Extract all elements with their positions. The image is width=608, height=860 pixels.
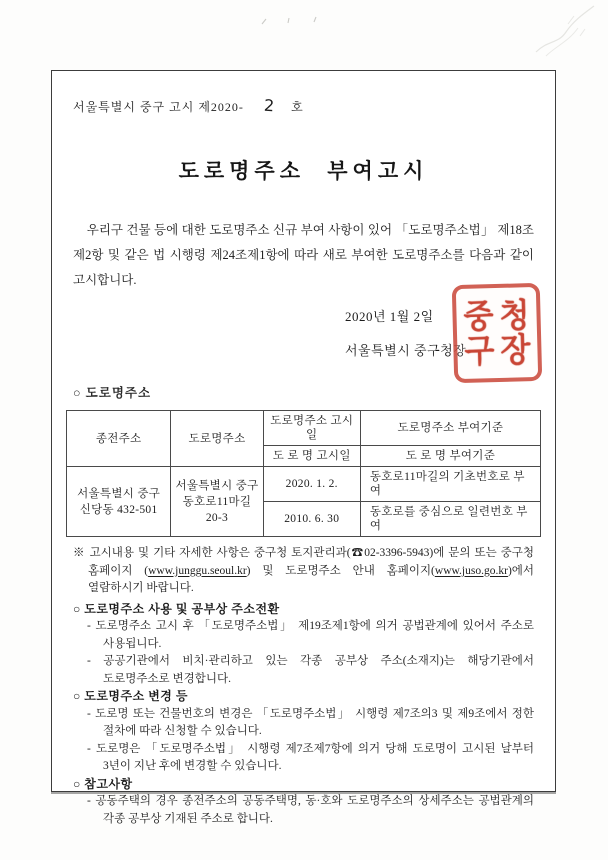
section-heading-reference: ○ 참고사항 xyxy=(73,776,133,791)
section-item: - 공동주택의 경우 종전주소의 공동주택명, 동·호와 도로명주소의 상세주소는 공법관계의 각종 공부상 기재된 주소로 합니다. xyxy=(87,795,534,825)
cell-notice-date-top: 2020. 1. 2. xyxy=(263,467,360,502)
new-address-line1: 서울특별시 중구 xyxy=(175,479,259,492)
signer-name: 서울특별시 중구청장 xyxy=(345,343,467,358)
document-number xyxy=(73,96,534,115)
seal-char: 장 xyxy=(499,331,531,369)
header-basis-bottom: 도 로 명 부여기준 xyxy=(360,446,540,467)
header-new-address: 도로명주소 xyxy=(171,411,263,467)
old-address-line2: 신당동 432-501 xyxy=(79,503,158,516)
juso-homepage-url: www.juso.go.kr xyxy=(434,564,508,577)
section-item: - 도로명 또는 건물번호의 변경은 「도로명주소법」 시행령 제7조의3 및 제9조에서 정한 절차에 따라 신청할 수 있습니다. xyxy=(87,707,534,737)
cell-new-address xyxy=(171,467,263,537)
footnote-text: )에서 열람하시기 바랍니다. xyxy=(88,564,534,594)
footnote-text: 고시내용 및 기타 자세한 사항은 중구청 토지관리과(☎02-3396-5943)에 문의 또는 중구청 홈페이지 ( xyxy=(88,547,534,577)
scan-artifact-dots xyxy=(258,14,318,28)
contact-footnote xyxy=(73,545,534,598)
header-notice-date-bottom: 도 로 명 고시일 xyxy=(263,446,360,467)
cell-basis-top: 동호로11마길의 기초번호로 부여 xyxy=(360,467,540,502)
seal-char: 청 xyxy=(499,296,530,334)
seal-characters xyxy=(463,297,531,368)
cell-basis-bottom: 동호로를 중심으로 일련번호 부여 xyxy=(360,502,540,537)
header-old-address: 종전주소 xyxy=(67,411,171,467)
cell-old-address xyxy=(67,467,171,537)
section-item: - 도로명주소 고시 후 「도로명주소법」 제19조제1항에 의거 공법관계에 있어서 주소로 사용됩니다. xyxy=(87,620,534,650)
footnote-marker: ※ xyxy=(73,547,90,559)
header-notice-date-top: 도로명주소 고시일 xyxy=(263,411,360,446)
doc-number-prefix: 서울특별시 중구 고시 제2020- xyxy=(73,100,244,114)
section-item: - 공공기관에서 비치·관리하고 있는 각종 공부상 주소(소재지)는 해당기관에서 도로명주소로 변경합니다. xyxy=(87,655,534,685)
notice-body-paragraph: 우리구 건물 등에 대한 도로명주소 신규 부여 사항이 있어 「도로명주소법」 제18조 제2항 및 같은 법 시행령 제24조제1항에 따라 새로 부여한 도로명주소를 다음과 같이 고시합니다. xyxy=(73,223,534,287)
section-heading-change: ○ 도로명주소 변경 등 xyxy=(73,689,188,703)
new-address-line2: 동호로11마길 20-3 xyxy=(182,495,252,524)
junggu-homepage-url: www.junggu.seoul.kr xyxy=(148,564,247,577)
notice-sections xyxy=(73,601,534,829)
address-section-label: ○ 도로명주소 xyxy=(73,386,152,400)
section-item: - 도로명은 「도로명주소법」 시행령 제7조제7항에 의거 당해 도로명이 고시된 날부터 3년이 지난 후에 변경할 수 있습니다. xyxy=(87,742,534,772)
doc-number-handwritten: 2 xyxy=(263,95,276,116)
scan-artifact-mark xyxy=(528,2,600,60)
document-border-frame xyxy=(51,70,556,825)
old-address-line1: 서울특별시 중구 xyxy=(77,487,161,500)
seal-char: 구 xyxy=(464,332,495,370)
official-seal-stamp xyxy=(452,283,543,383)
notice-date: 2020년 1월 2일 xyxy=(345,309,434,324)
seal-char: 중 xyxy=(463,297,495,335)
cell-notice-date-bottom: 2010. 6. 30 xyxy=(263,502,360,537)
address-table xyxy=(66,410,541,537)
footnote-text: ) 및 도로명주소 안내 홈페이지( xyxy=(246,564,435,577)
section-heading-usage: ○ 도로명주소 사용 및 공부상 주소전환 xyxy=(73,601,280,616)
notice-title: 도로명주소 부여고시 xyxy=(178,159,429,183)
doc-number-suffix: 호 xyxy=(291,100,304,114)
header-basis-top: 도로명주소 부여기준 xyxy=(360,411,540,446)
